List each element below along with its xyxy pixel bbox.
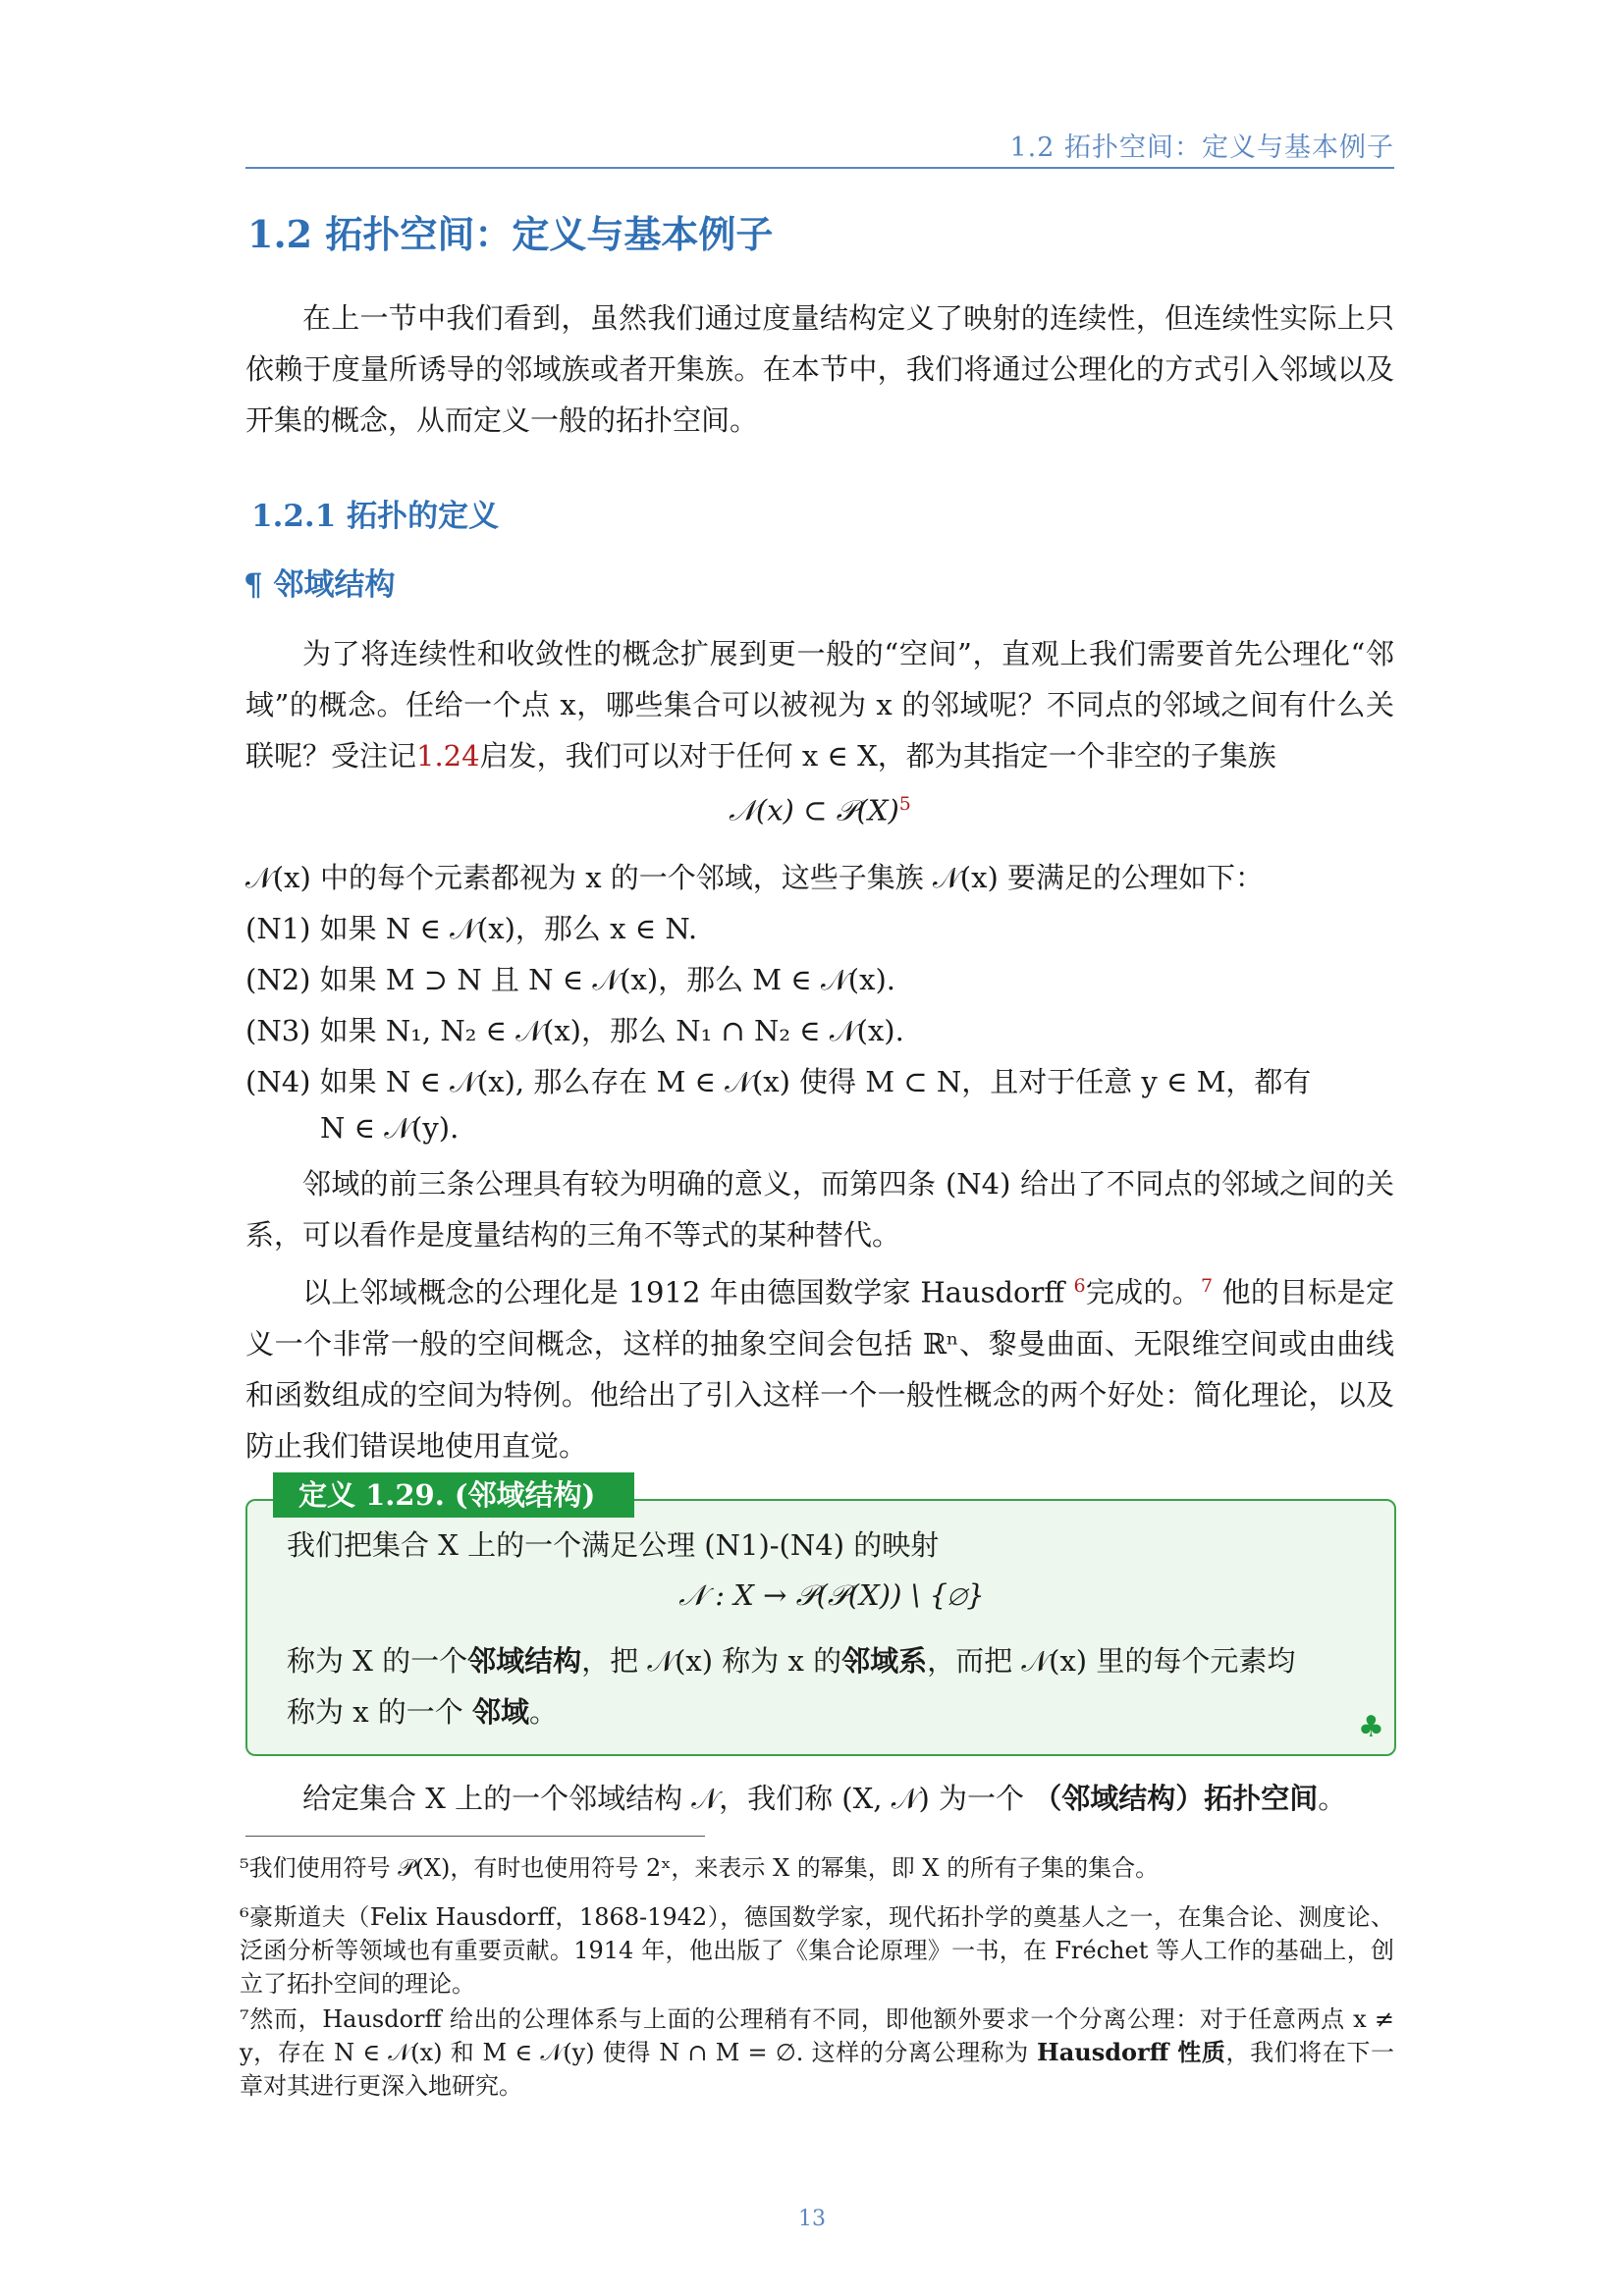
footnote-6-marker[interactable]: 6	[1073, 1275, 1086, 1297]
club-suit-icon: ♣	[1358, 1710, 1384, 1744]
definition-line-2-c: ，把 𝒩(x) 称为 x 的	[581, 1644, 842, 1678]
subsection-title: 1.2.1 拓扑的定义	[251, 499, 500, 534]
paragraph-1	[245, 628, 1394, 781]
definition-line-3-a: 称为 x 的一个	[287, 1695, 473, 1729]
term-hausdorff-property: Hausdorff 性质	[1037, 2038, 1226, 2066]
paragraph-3-text-a: 以上邻域概念的公理化是 1912 年由德国数学家 Hausdorff	[302, 1275, 1074, 1309]
footnote-7-text-c: ，我们将在下一章对其进行更深入地研究。	[240, 2039, 1394, 2100]
equation-1	[245, 793, 1394, 828]
paragraph-3	[245, 1260, 1394, 1471]
definition-line-2-a: 称为 X 的一个	[287, 1644, 468, 1678]
definition-line-1: 我们把集合 X 上的一个满足公理 (N1)-(N4) 的映射	[287, 1528, 940, 1562]
intro-paragraph: 在上一节中我们看到，虽然我们通过度量结构定义了映射的连续性，但连续性实际上只依赖于度量所诱导的邻域族或者开集族。在本节中，我们将通过公理化的方式引入邻域以及开集的概念，从而定义一般的拓扑空间。	[245, 301, 1394, 437]
axiom-n3: (N3) 如果 N₁, N₂ ∈ 𝒩(x)，那么 N₁ ∩ N₂ ∈ 𝒩(x).	[245, 1014, 904, 1047]
axiom-n1: (N1) 如果 N ∈ 𝒩(x)，那么 x ∈ N.	[245, 912, 698, 945]
paragraph-2: 邻域的前三条公理具有较为明确的意义，而第四条 (N4) 给出了不同点的邻域之间的关系，可以看作是度量结构的三角不等式的某种替代。	[245, 1167, 1394, 1252]
header-rule	[245, 167, 1394, 169]
remark-ref-link[interactable]: 1.24	[416, 739, 480, 773]
footnote-6: ⁶豪斯道夫（Felix Hausdorff，1868-1942），德国数学家，现代拓扑学的奠基人之一，在集合论、测度论、泛函分析等领域也有重要贡献。1914 年，他出版了《集合论原理》一书，在 Fréchet 等人工作的基础上，创立了拓扑空间的理论。	[240, 1903, 1394, 1998]
running-head: 1.2 拓扑空间：定义与基本例子	[1009, 133, 1394, 163]
definition-line-2-e: ，而把 𝒩(x) 里的每个元素均	[927, 1644, 1296, 1678]
definition-line-3-c: 。	[529, 1695, 559, 1729]
axiom-n4: (N4) 如果 N ∈ 𝒩(x), 那么存在 M ∈ 𝒩(x) 使得 M ⊂ N，且对于任意 y ∈ M，都有	[245, 1065, 1312, 1098]
footnote-7-text-a: ⁷然而，Hausdorff 给出的公理体系与上面的公理稍有不同，即他额外要求一个分离公理：对于任意两点 x ≠ y，存在 N ∈ 𝒩(x) 和 M ∈ 𝒩(y) 使得 N ∩ M = ∅. 这样的分离公理称为	[240, 2005, 1394, 2066]
page-number: 13	[798, 2207, 826, 2231]
paragraph-4	[302, 1777, 1394, 1817]
footnote-5-marker[interactable]: 5	[898, 793, 911, 815]
definition-title-tab: 定义 1.29. (邻域结构)	[273, 1472, 634, 1518]
term-neighborhood-system: 邻域系	[841, 1644, 928, 1678]
footnote-5: ⁵我们使用符号 𝒫(X)，有时也使用符号 2ˣ，来表示 X 的幂集，即 X 的所有子集的集合。	[240, 1854, 1160, 1882]
equation-1-body: 𝒩(x) ⊂ 𝒫(X)	[729, 793, 899, 828]
paragraph-heading: ¶ 邻域结构	[244, 567, 396, 603]
definition-line-2	[287, 1639, 1377, 1680]
axioms-intro: 𝒩(x) 中的每个元素都视为 x 的一个邻域，这些子集族 𝒩(x) 要满足的公理如下：	[245, 861, 1264, 894]
term-topological-space: （邻域结构）拓扑空间	[1033, 1782, 1319, 1815]
paragraph-3-text-b: 完成的。	[1085, 1275, 1201, 1309]
axiom-n2: (N2) 如果 M ⊃ N 且 N ∈ 𝒩(x)，那么 M ∈ 𝒩(x).	[245, 963, 895, 996]
paragraph-3-text-c: 他的目标是定义一个非常一般的空间概念，这样的抽象空间会包括 ℝⁿ、黎曼曲面、无限维空间或由曲线和函数组成的空间为特例。他给出了引入这样一个一般性概念的两个好处：简化理论，以及防止我们错误地使用直觉。	[245, 1275, 1394, 1463]
paragraph-4-text-a: 给定集合 X 上的一个邻域结构 𝒩，我们称 (X, 𝒩) 为一个	[302, 1782, 1034, 1815]
section-title: 1.2 拓扑空间：定义与基本例子	[247, 212, 774, 256]
definition-line-3	[287, 1690, 1377, 1731]
footnote-7	[240, 2002, 1394, 2103]
footnote-7-marker[interactable]: 7	[1200, 1275, 1214, 1297]
paragraph-1-text-b: 启发，我们可以对于任何 x ∈ X，都为其指定一个非空的子集族	[479, 739, 1276, 773]
term-neighborhood: 邻域	[472, 1695, 530, 1729]
paragraph-1-text-a: 为了将连续性和收敛性的概念扩展到更一般的“空间”，直观上我们需要首先公理化“邻域”的概念。任给一个点 x，哪些集合可以被视为 x 的邻域呢？不同点的邻域之间有什么关联呢？受注记	[245, 637, 1394, 773]
paragraph-4-text-c: 。	[1318, 1782, 1347, 1815]
definition-equation: 𝒩 : X → 𝒫(𝒫(X)) \ {∅}	[678, 1578, 985, 1612]
axiom-n4-continuation: N ∈ 𝒩(y).	[320, 1111, 460, 1145]
term-neighborhood-structure: 邻域结构	[467, 1644, 582, 1678]
footnote-rule	[245, 1836, 705, 1837]
